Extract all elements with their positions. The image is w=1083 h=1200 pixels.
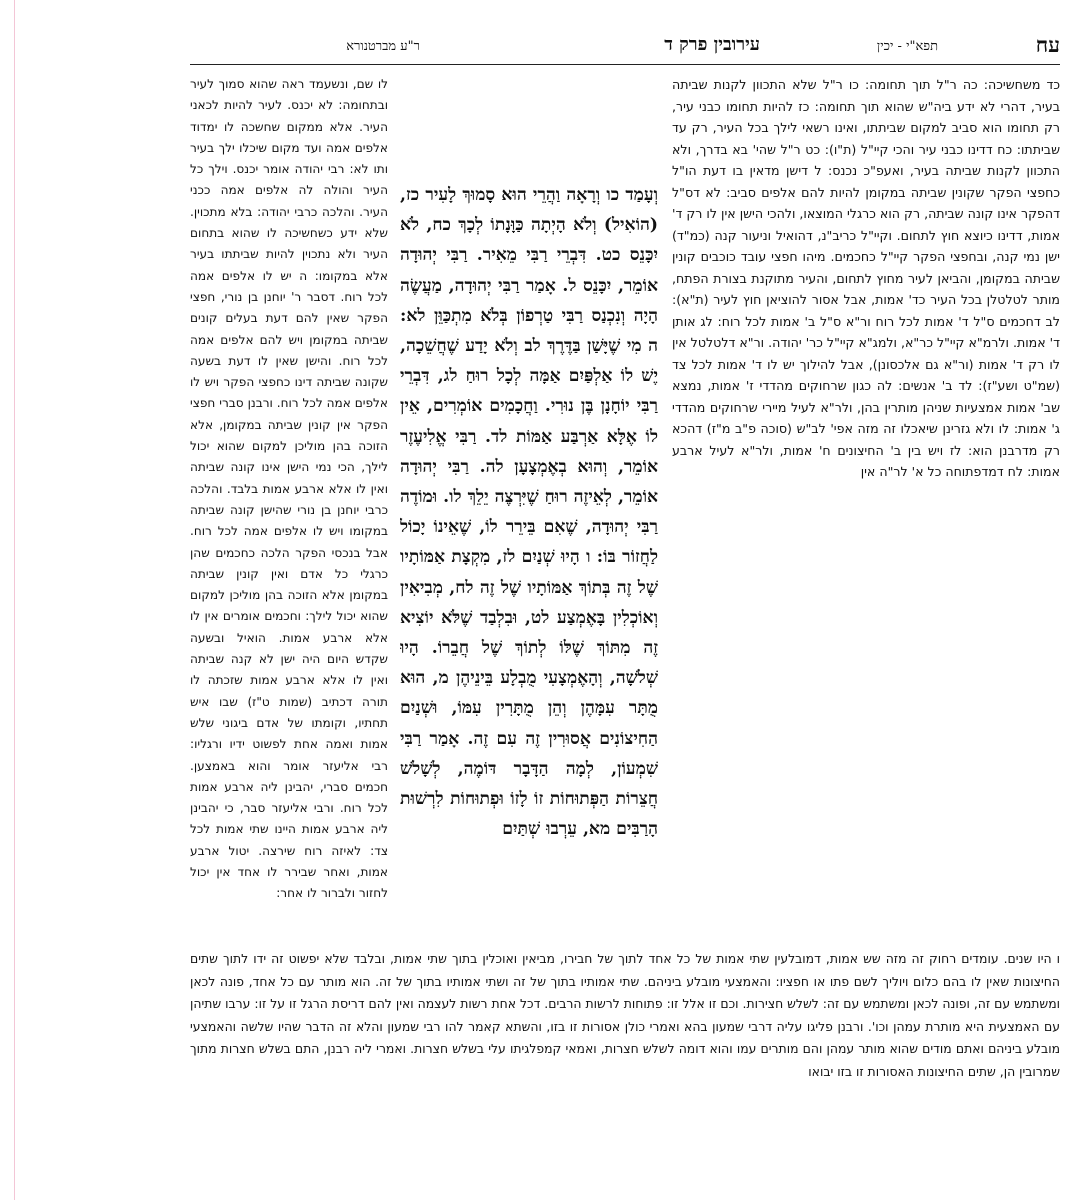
tiferet-yisrael-text: כד משחשיכה: כה ר"ל תוך תחומה: כו ר"ל שלא התכוון לקנות שביתה בעיר, דהרי לא ידע ביה"ש שהוא תוך תחומה: כז להיות תחומו כבני עיר, רק תחומו הוא סביב למקום שביתתו, ואינו רשאי לילך בכל העיר, רק עד שביתתו: כח דדינו כבני עיר והכי קיי"ל (ת"ו): כט ר"ל שהי' בא בדרך, ולא התכוון לקנות שביתה בעיר, ואעפ"כ נכנס: ל דישן מדאין בו דעת הו"ל כחפצי הפקר שקונין שביתה במקומן להיות להם אלפים סביב: לא דס"ל דהפקר אינו קונה שביתה, רק הוא כרגלי המוצאו, ולהכי הישן אין לו רק ד' אמות, דדינו כיוצא חוץ לתחום. וקיי"ל כריב"נ, דהואיל וניעור קנה (כמ"ד) ישן נמי קנה, ובחפצי הפקר קיי"ל כחכמים. מיהו חפצי עובד כוכבים קונין שביתה במקומן, והביאן לעיר מחוץ לתחום, והעיר מתוקנת בצורת הפתח, מותר לטלטלן בכל העיר כד' אמות, אבל אסור להוציאן חוץ לעיר (ת"א): לב דחכמים ס"ל ד' אמות לכל רוח ור"א ס"ל ב' אמות לכל רוח: לג אותן ד' אמות. ולרמ"א קיי"ל כר"א, ולמג"א קיי"ל כר' יהודה. ור"א דלטלטל אין לו רק ד' אמות (ור"א גם אלכסונן), אבל להילוך יש לו ד' אמות לכל צד (שמ"ט ושע"ז): לד ב' אנשים: לה כגון שרחוקים מהדדי ז' אמות, נמצא שב' אמות אמצעיות שניהן מותרין בהן, ולר"א לעיל מיירי שרחוקים מהדדי ג' אמות: לו ולא גזרינן שיאכלו זה מזה אפי' לב"ש (סוכה פ"ב מ"ז) דהכא רק מדרבנן הוא: לז ויש בין ב' החיצונים ח' אמות, ולר"א לעיל ארבע אמות: לח דמדפתוחה כל א' לר"ה אין [672, 77, 1060, 479]
page-header [190, 30, 1060, 64]
commentary-title-tiferet-yisrael: תפא"י - יכין [876, 39, 938, 54]
tiferet-yisrael-column [672, 74, 1060, 934]
page-margin-line [14, 0, 15, 1200]
mishna-column [400, 180, 658, 930]
commentary-title-bartenura: ר"ע מברטנורא [346, 39, 420, 54]
mishna-text: וְעָמַד כו וְרָאָה וַהֲרֵי הוּא סָמוּךְ לָעִיר כז, (הוֹאִיל) וְלֹא הָיְתָה כַּוָּנָתוֹ לְכָךְ כח, לֹא יִכָּנֵס כט. דִּבְרֵי רַבִּי מֵאִיר. רַבִּי יְהוּדָה אוֹמֵר, יִכָּנֵס ל. אָמַר רַבִּי יְהוּדָה, מַעֲשֶׂה הָיָה וְנִכְנַס רַבִּי טַרְפוֹן בְּלֹא מִתְכַּוֵּן לא: ה מִי שֶׁיָּשַׁן בַּדֶּרֶךְ לב וְלֹא יָדַע שֶׁחֲשֵׁכָה, יֶשׁ לוֹ אַלְפַּיִם אַמָּה לְכָל רוּחַ לג, דִּבְרֵי רַבִּי יוֹחָנָן בֶּן נוּרִי. וַחֲכָמִים אוֹמְרִים, אֵין לוֹ אֶלָּא אַרְבַּע אַמּוֹת לד. רַבִּי אֱלִיעֶזֶר אוֹמֵר, וְהוּא בְאֶמְצָעָן לה. רַבִּי יְהוּדָה אוֹמֵר, לְאֵיזֶה רוּחַ שֶׁיִּרְצֶה יֵלֵךְ לו. וּמוֹדֶה רַבִּי יְהוּדָה, שֶׁאִם בֵּירֵר לוֹ, שֶׁאֵינוֹ יָכוֹל לַחֲזוֹר בּוֹ: ו הָיוּ שְׁנַיִם לז, מִקְצָת אַמּוֹתָיו שֶׁל זֶה בְּתוֹךְ אַמּוֹתָיו שֶׁל זֶה לח, מְבִיאִין וְאוֹכְלִין בָּאֶמְצַע לט, וּבִלְבַד שֶׁלֹּא יוֹצִיא זֶה מִתּוֹךְ שֶׁלּוֹ לְתוֹךְ שֶׁל חֲבֵרוֹ. הָיוּ שְׁלֹשָׁה, וְהָאֶמְצָעִי מֻבְלָע בֵּינֵיהֶן מ, הוּא מֻתָּר עִמָּהֶן וְהֵן מֻתָּרִין עִמּוֹ, וּשְׁנַיִם הַחִיצוֹנִים אֲסוּרִין זֶה עִם זֶה. אָמַר רַבִּי שִׁמְעוֹן, לְמָה הַדָּבָר דּוֹמֶה, לְשָׁלֹשׁ חֲצֵרוֹת הַפְּתוּחוֹת זוֹ לָזוֹ וּפְתוּחוֹת לִרְשׁוּת הָרַבִּים מא, עֵרְבוּ שְׁתַּיִם [400, 185, 658, 840]
bartenura-continuation [190, 948, 1060, 1128]
bartenura-column [190, 74, 388, 954]
bartenura-continuation-text: ו היו שנים. עומדים רחוק זה מזה שש אמות, דמובלעין שתי אמות של כל אחד לתוך של חבירו, מביאין ואוכלין בתוך שתי אמות, ובלבד שלא יפשוט זה ידו לתוך שתים החיצונות שאין לו בהם כלום ויוליך לשם פתו או חפציו: והאמצעי מובלע ביניהם. שתי אמותיו בתוך של זה ושתי אמותיו בתוך של זה. הוא מותר עם כל אחד, פונה לכאן ומשתמש עם זה, ופונה לכאן ומשתמש עם זה: לשלש חצירות. וכם זו אלל זו: פתוחות לרשות הרבים. דכל אחת רשות לעצמה ואין להם דריסת הרגל זו על זו: ערבו שתיהן עם האמצעית היא מותרת עמהן וכו'. ורבנן פליגו עליה דרבי שמעון בהא ואמרי כולן אסורות זו בזו, והשתא קאמר להו רבי שמעון והלא זה הדבר שהיו שלשה והאמצעי מובלע ביניהם ואתם מודים שהוא מותר עמהן והם מותרים עמו והוא דומה לשלש חצרות, ואמאי קמפלגיתו עלי בשלש חצרות. ואמרי ליה רבנן, התם בשלש חצרות מתוך שמרובין הן, שתים החיצונות האסורות זו בזו יבואו [190, 951, 1060, 1079]
bartenura-text: לו שם, ונשעמד ראה שהוא סמוך לעיר ובתחומה: לא יכנס. לעיר להיות לכאני העיר. אלא ממקום שחשכה לו ימדוד אלפים אמה ועד מקום שיכלו ילך בעיר ותו לא: רבי יהודה אומר יכנס. וילך כל העיר והולה לה אלפים אמה ככני העיר. והלכה כרבי יהודה: בלא מתכוין. שלא ידע כשחשיכה לו שהוא בתחום העיר ולא נתכוין להיות שביתתו בעיר אלא במקומו: ה יש לו אלפים אמה לכל רוח. דסבר ר' יוחנן בן נורי, חפצי הפקר שאין להם דעת בעלים קונים שביתה במקומן ויש להם אלפים אמה לכל רוח. והישן שאין לו דעת בשעה שקונה שביתה דינו כחפצי הפקר ויש לו אלפים אמה לכל רוח. ורבנן סברי חפצי הפקר אין קונין שביתה במקומן, אלא הזוכה בהן מוליכן למקום שהוא יכול לילך, הכי נמי הישן אינו קונה שביתה ואין לו אלא ארבע אמות בלבד. והלכה כרבי יוחנן בן נורי שהישן קונה שביתה במקומו ויש לו אלפים אמה לכל רוח. אבל בנכסי הפקר הלכה כחכמים שהן כרגלי כל אדם ואין קונין שביתה במקומן אלא הזוכה בהן מוליכן למקום שהוא יכול לילך: וחכמים אומרים אין לו אלא ארבע אמות. הואיל ובשעה שקדש היום היה ישן לא קנה שביתה ואין לו אלא ארבע אמות שזכתה לו תורה דכתיב (שמות ט"ז) שבו איש תחתיו, וקומתו של אדם ביגוני שלש אמות ואמה אחת לפשוט ידיו ורגליו: רבי אליעזר אומר והוא באמצען. חכמים סברי, יהבינן ליה ארבע אמות לכל רוח. ורבי אליעזר סבר, כי יהבינן ליה ארבע אמות היינו שתי אמות לכל צד: לאיזה רוח שירצה. יטול ארבע אמות, ואחר שבירר לו אחד אין יכול לחזור ולברור לו אחר: [190, 77, 388, 901]
page-number: עח [1035, 32, 1060, 57]
header-divider [190, 64, 1060, 65]
tractate-chapter-title: עירובין פרק ד [664, 34, 760, 55]
